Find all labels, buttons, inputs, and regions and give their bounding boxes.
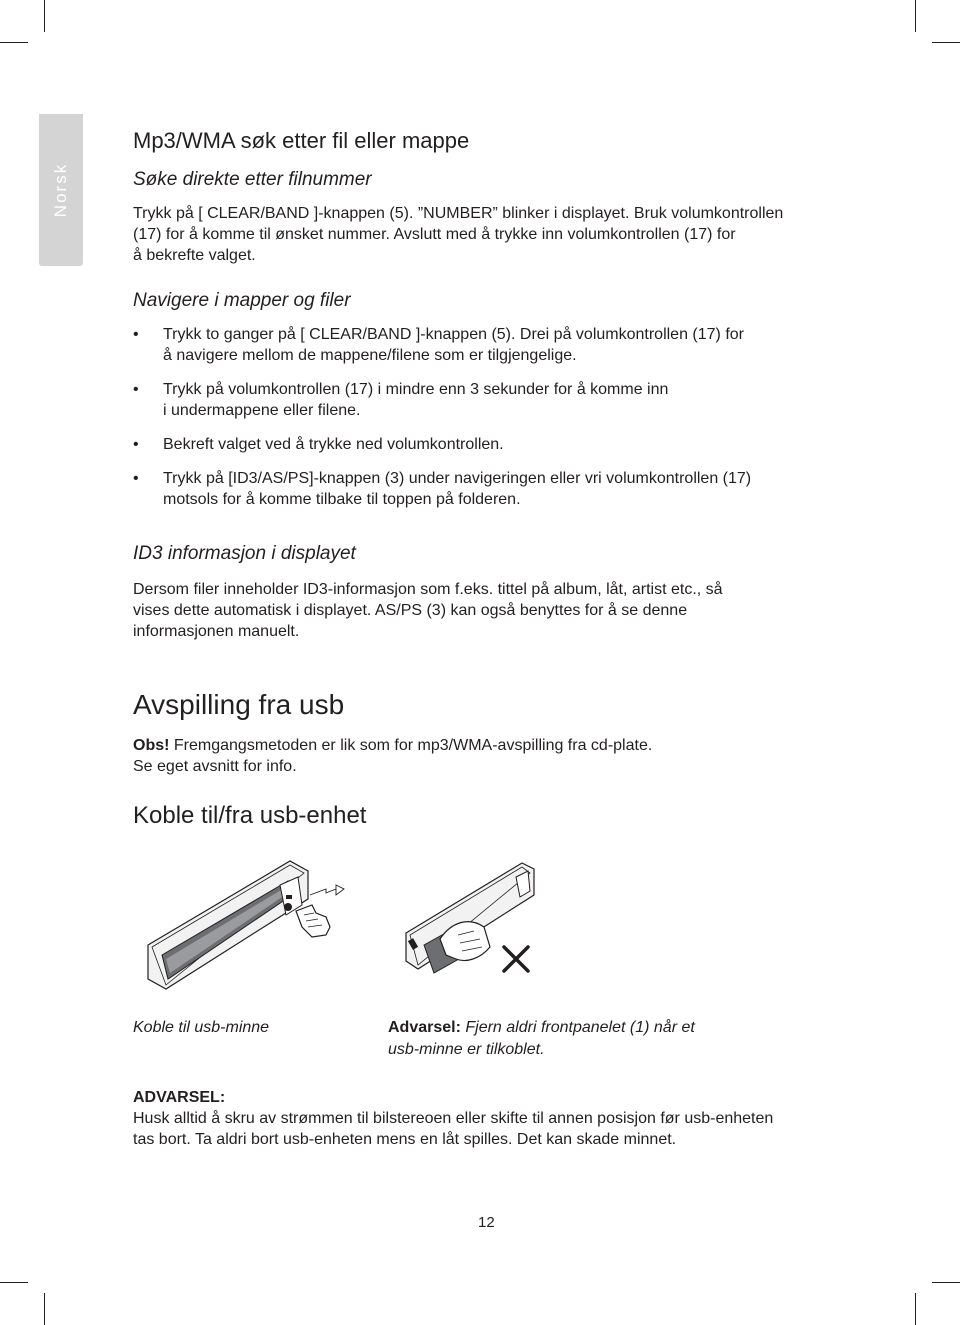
obs-text: Fremgangsmetoden er lik som for mp3/WMA-avspilling fra cd-plate. xyxy=(169,737,653,754)
paragraph-file-number xyxy=(133,203,783,266)
text-line: (17) for å komme til ønsket nummer. Avslutt med å trykke inn volumkontrollen (17) for xyxy=(133,226,736,243)
connect-usb-illustration xyxy=(140,855,370,995)
crop-mark xyxy=(915,1293,916,1325)
text-line: å bekrefte valget. xyxy=(133,247,256,264)
caption-warning-text: Fjern aldri frontpanelet (1) når et xyxy=(460,1019,695,1036)
text-line: • Trykk to ganger på [ CLEAR/BAND ]-knappen (5). Drei på volumkontrollen (17) for xyxy=(163,326,744,343)
crop-mark xyxy=(915,0,916,32)
navigate-bullet-list xyxy=(133,324,751,510)
text-line: • Bekreft valget ved å trykke ned volumkontrollen. xyxy=(163,436,504,453)
section-title-connect-usb: Koble til/fra usb-enhet xyxy=(133,802,367,829)
caption-connect-usb: Koble til usb-minne xyxy=(133,1019,270,1036)
text-line: motsols for å komme tilbake til toppen på folderen. xyxy=(163,491,521,508)
bullet-item xyxy=(133,468,751,510)
paragraph-id3 xyxy=(133,579,723,642)
crop-mark xyxy=(0,42,28,43)
text-line: vises dette automatisk i displayet. AS/PS (3) kan også benyttes for å se denne xyxy=(133,602,688,619)
caption-warning-label: Advarsel: xyxy=(388,1019,461,1036)
text-line: informasjonen manuelt. xyxy=(133,623,300,640)
bullet-item xyxy=(133,379,751,421)
text-line: Se eget avsnitt for info. xyxy=(133,758,297,775)
text-line: tas bort. Ta aldri bort usb-enheten mens en låt spilles. Det kan skade minnet. xyxy=(133,1131,677,1148)
crop-mark xyxy=(932,1282,960,1283)
page-number: 12 xyxy=(478,1214,495,1231)
caption-panel-warning xyxy=(388,1017,695,1061)
bullet-item xyxy=(133,324,751,366)
text-line: Trykk på [ CLEAR/BAND ]-knappen (5). ”NUMBER” blinker i displayet. Bruk volumkontrollen xyxy=(133,205,784,222)
text-line: • Trykk på [ID3/AS/PS]-knappen (3) under navigeringen eller vri volumkontrollen (17) xyxy=(163,470,752,487)
warning-title: ADVARSEL: xyxy=(133,1089,226,1106)
section-title-usb-playback: Avspilling fra usb xyxy=(133,689,345,720)
language-side-tab xyxy=(39,114,83,266)
text-line: Dersom filer inneholder ID3-informasjon som f.eks. tittel på album, låt, artist etc., så xyxy=(133,581,723,598)
subsection-title-id3: ID3 informasjon i displayet xyxy=(133,543,356,564)
obs-label: Obs! xyxy=(133,737,170,754)
subsection-title-file-number: Søke direkte etter filnummer xyxy=(133,169,372,190)
text-line: i undermappene eller filene. xyxy=(163,402,361,419)
text-line: Husk alltid å skru av strømmen til bilstereoen eller skifte til annen posisjon før usb-enheten xyxy=(133,1110,774,1127)
crop-mark xyxy=(44,1293,45,1325)
bullet-item xyxy=(133,434,751,455)
text-line: å navigere mellom de mappene/filene som er tilgjengelige. xyxy=(163,347,577,364)
section-title-mp3-search: Mp3/WMA søk etter fil eller mappe xyxy=(133,128,470,153)
text-line: • Trykk på volumkontrollen (17) i mindre enn 3 sekunder for å komme inn xyxy=(163,381,669,398)
paragraph-obs xyxy=(133,735,652,777)
crop-mark xyxy=(932,42,960,43)
subsection-title-navigate: Navigere i mapper og filer xyxy=(133,290,351,311)
crop-mark xyxy=(44,0,45,32)
panel-removal-warning-illustration xyxy=(400,855,540,985)
text-line: usb-minne er tilkoblet. xyxy=(388,1041,545,1058)
language-tab-label: Norsk xyxy=(51,162,70,218)
warning-block xyxy=(133,1087,773,1150)
crop-mark xyxy=(0,1282,28,1283)
